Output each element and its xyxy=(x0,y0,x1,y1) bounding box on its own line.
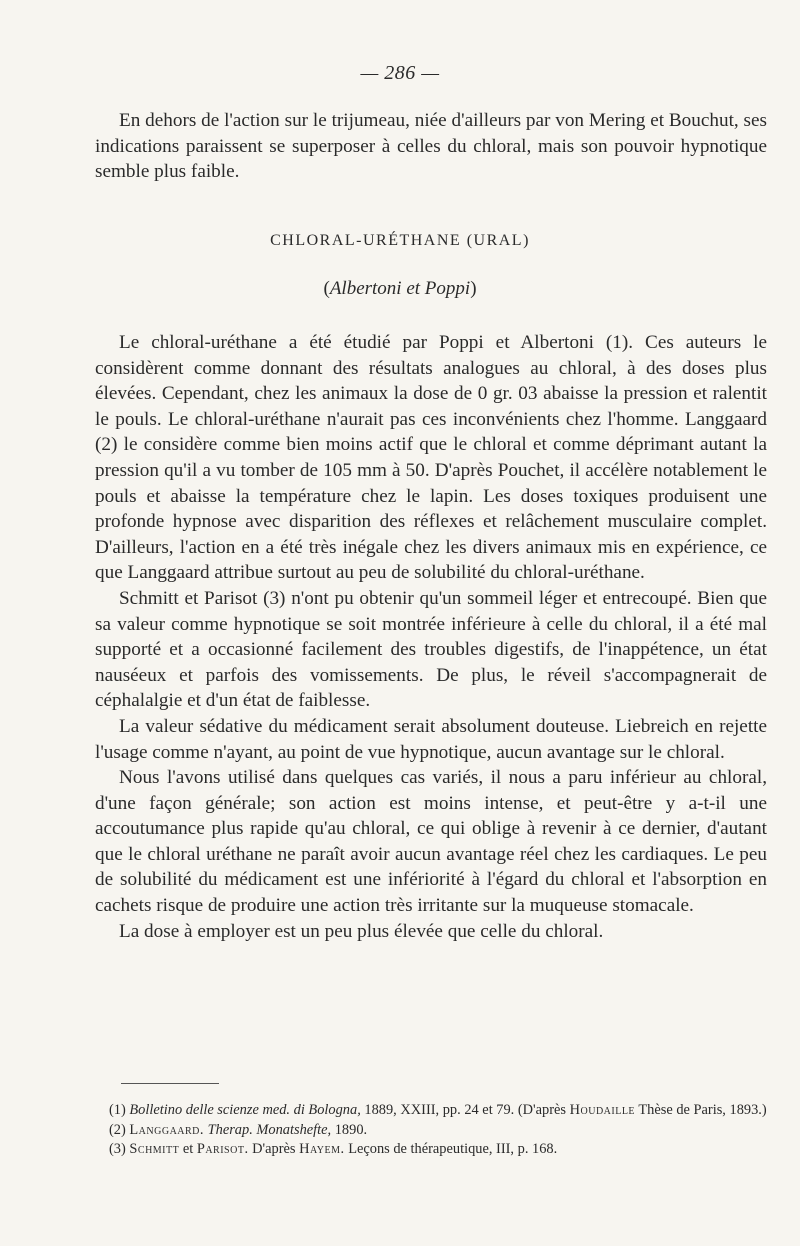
footnote-author: Hayem. xyxy=(299,1141,345,1157)
footnote-journal: Therap. Monatshefte, xyxy=(207,1121,332,1138)
page-number: — 286 — xyxy=(360,62,440,84)
subtitle-open-paren: ( xyxy=(323,278,330,299)
subtitle-close-paren: ) xyxy=(470,278,477,299)
paragraph: La valeur sédative du médicament serait absolument douteuse. Liebreich en rejette l'usage comme n'ayant, au point de vue hypnotique, aucun avantage sur le chloral. xyxy=(95,715,767,763)
footnote-journal: Bolletino delle scienze med. di Bologna, xyxy=(129,1102,361,1118)
subtitle-authors: Albertoni et Poppi xyxy=(329,278,471,299)
footnote-number: (3) xyxy=(109,1141,126,1157)
footnote-separator xyxy=(121,1083,219,1084)
footnote-3 xyxy=(95,1140,767,1160)
intro-block xyxy=(95,108,767,185)
footnote-author: Schmitt xyxy=(129,1141,180,1157)
footnote-number: (1) xyxy=(109,1102,126,1118)
section-subtitle xyxy=(0,278,800,300)
intro-paragraph: En dehors de l'action sur le trijumeau, niée d'ailleurs par von Mering et Bouchut, ses indications paraissent se superposer à celles du chloral, mais son pouvoir hypnotique semble plus faible. xyxy=(95,110,767,183)
paragraph: Le chloral-uréthane a été étudié par Poppi et Albertoni (1). Ces auteurs le considèrent comme donnant des résultats analogues au chloral, à des doses plus élevées. Cependant, chez les animaux la dose de 0 gr. 03 abaisse la pression et ralentit le pouls. Le chloral-uréthane n'aurait pas ces inconvénients chez l'homme. Langgaard (2) le considère comme bien moins actif que le chloral et comme déprimant autant la pression qu'il a vu tomber de 105 mm à 50. D'après Pouchet, il accélère notablement le pouls et abaisse la température chez le lapin. Les doses toxiques produisent une profonde hypnose avec disparition des réflexes et relâchement musculaire complet. D'ailleurs, l'action en a été très inégale chez les divers animaux mis en expérience, ce que Langgaard attribue surtout au peu de solubilité du chloral-uréthane. xyxy=(95,332,767,584)
paragraph: Nous l'avons utilisé dans quelques cas variés, il nous a paru inférieur au chloral, d'une façon générale; son action est moins intense, et peut-être y a-t-il une accoutumance plus rapide qu'au chloral, ce qui oblige à revenir à ce dernier, d'autant que le chloral uréthane ne paraît avoir aucun avantage réel chez les cardiaques. Le peu de solubilité du médicament est une infériorité à l'égard du chloral et l'absorption en cachets risque de produire une action très irritante sur la muqueuse stomacale. xyxy=(95,767,767,917)
footnote-text: Thèse de Paris, 1893.) xyxy=(635,1102,767,1118)
footnote-1 xyxy=(95,1101,767,1121)
footnote-author: Houdaille xyxy=(569,1102,636,1118)
footnote-text: et xyxy=(179,1141,197,1157)
footnote-number: (2) xyxy=(109,1121,126,1138)
paragraph: Schmitt et Parisot (3) n'ont pu obtenir qu'un sommeil léger et entrecoupé. Bien que sa valeur comme hypnotique se soit montrée inférieure à celle du chloral, il a été mal supporté et a occasionné facilement des troubles digestifs, de l'inappétence, un état nauséeux et parfois des vomissements. De plus, le réveil s'accompagnerait de céphalalgie et d'un état de faiblesse. xyxy=(95,587,767,712)
section-title: CHLORAL-URÉTHANE (URAL) xyxy=(270,232,530,249)
footnote-author: Langgaard. xyxy=(129,1121,205,1138)
footnotes xyxy=(95,1101,767,1160)
paragraph: La dose à employer est un peu plus élevée que celle du chloral. xyxy=(119,920,604,942)
main-text xyxy=(95,330,767,944)
footnote-text: Leçons de thérapeutique, III, p. 168. xyxy=(344,1141,558,1157)
footnote-text: 1890. xyxy=(331,1121,368,1138)
footnote-text: D'après xyxy=(248,1141,300,1157)
footnote-text: 1889, XXIII, pp. 24 et 79. (D'après xyxy=(360,1102,570,1118)
footnote-author: Parisot. xyxy=(196,1141,249,1157)
footnote-2 xyxy=(95,1121,767,1141)
